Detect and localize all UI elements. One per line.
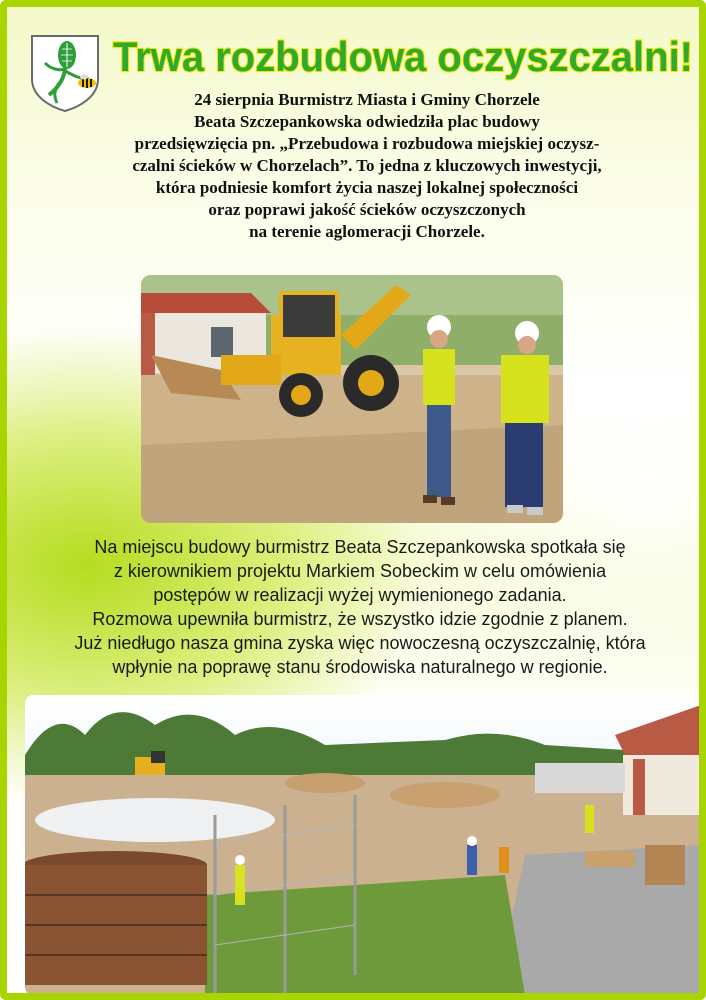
body-line: Już niedługo nasza gmina zyska więc nowoczesną oczyszczalnię, która <box>74 633 646 653</box>
body-line: z kierownikiem projektu Markiem Sobeckim w celu omówienia <box>113 561 607 581</box>
intro-line: oraz poprawi jakość ścieków oczyszczonych <box>208 200 526 219</box>
intro-line: czalni ścieków w Chorzelach”. To jedna z kluczowych inwestycji, <box>132 156 602 175</box>
title-text: Trwa rozbudowa oczyszczalni! <box>113 33 693 80</box>
page-title <box>107 27 699 85</box>
body-line: Rozmowa upewniła burmistrz, że wszystko idzie zgodnie z planem. <box>92 609 628 629</box>
intro-line: która podniesie komfort życia naszej lokalnej społeczności <box>155 178 579 197</box>
construction-site-photo <box>25 695 701 995</box>
body-line: wpłynie na poprawę stanu środowiska naturalnego w regionie. <box>112 657 608 677</box>
intro-line: na terenie aglomeracji Chorzele. <box>249 222 485 241</box>
site-visit-photo <box>141 275 563 523</box>
intro-line: Beata Szczepankowska odwiedziła plac budowy <box>194 112 540 131</box>
body-line: postępów w realizacji wyżej wymienionego zadania. <box>153 585 567 605</box>
intro-paragraph <box>67 89 667 243</box>
body-paragraph <box>27 535 693 679</box>
body-line: Na miejscu budowy burmistrz Beata Szczepankowska spotkała się <box>94 537 626 557</box>
intro-line: przedsięwzięcia pn. „Przebudowa i rozbudowa miejskiej oczysz- <box>134 134 600 153</box>
intro-line: 24 sierpnia Burmistrz Miasta i Gminy Chorzele <box>194 90 540 109</box>
